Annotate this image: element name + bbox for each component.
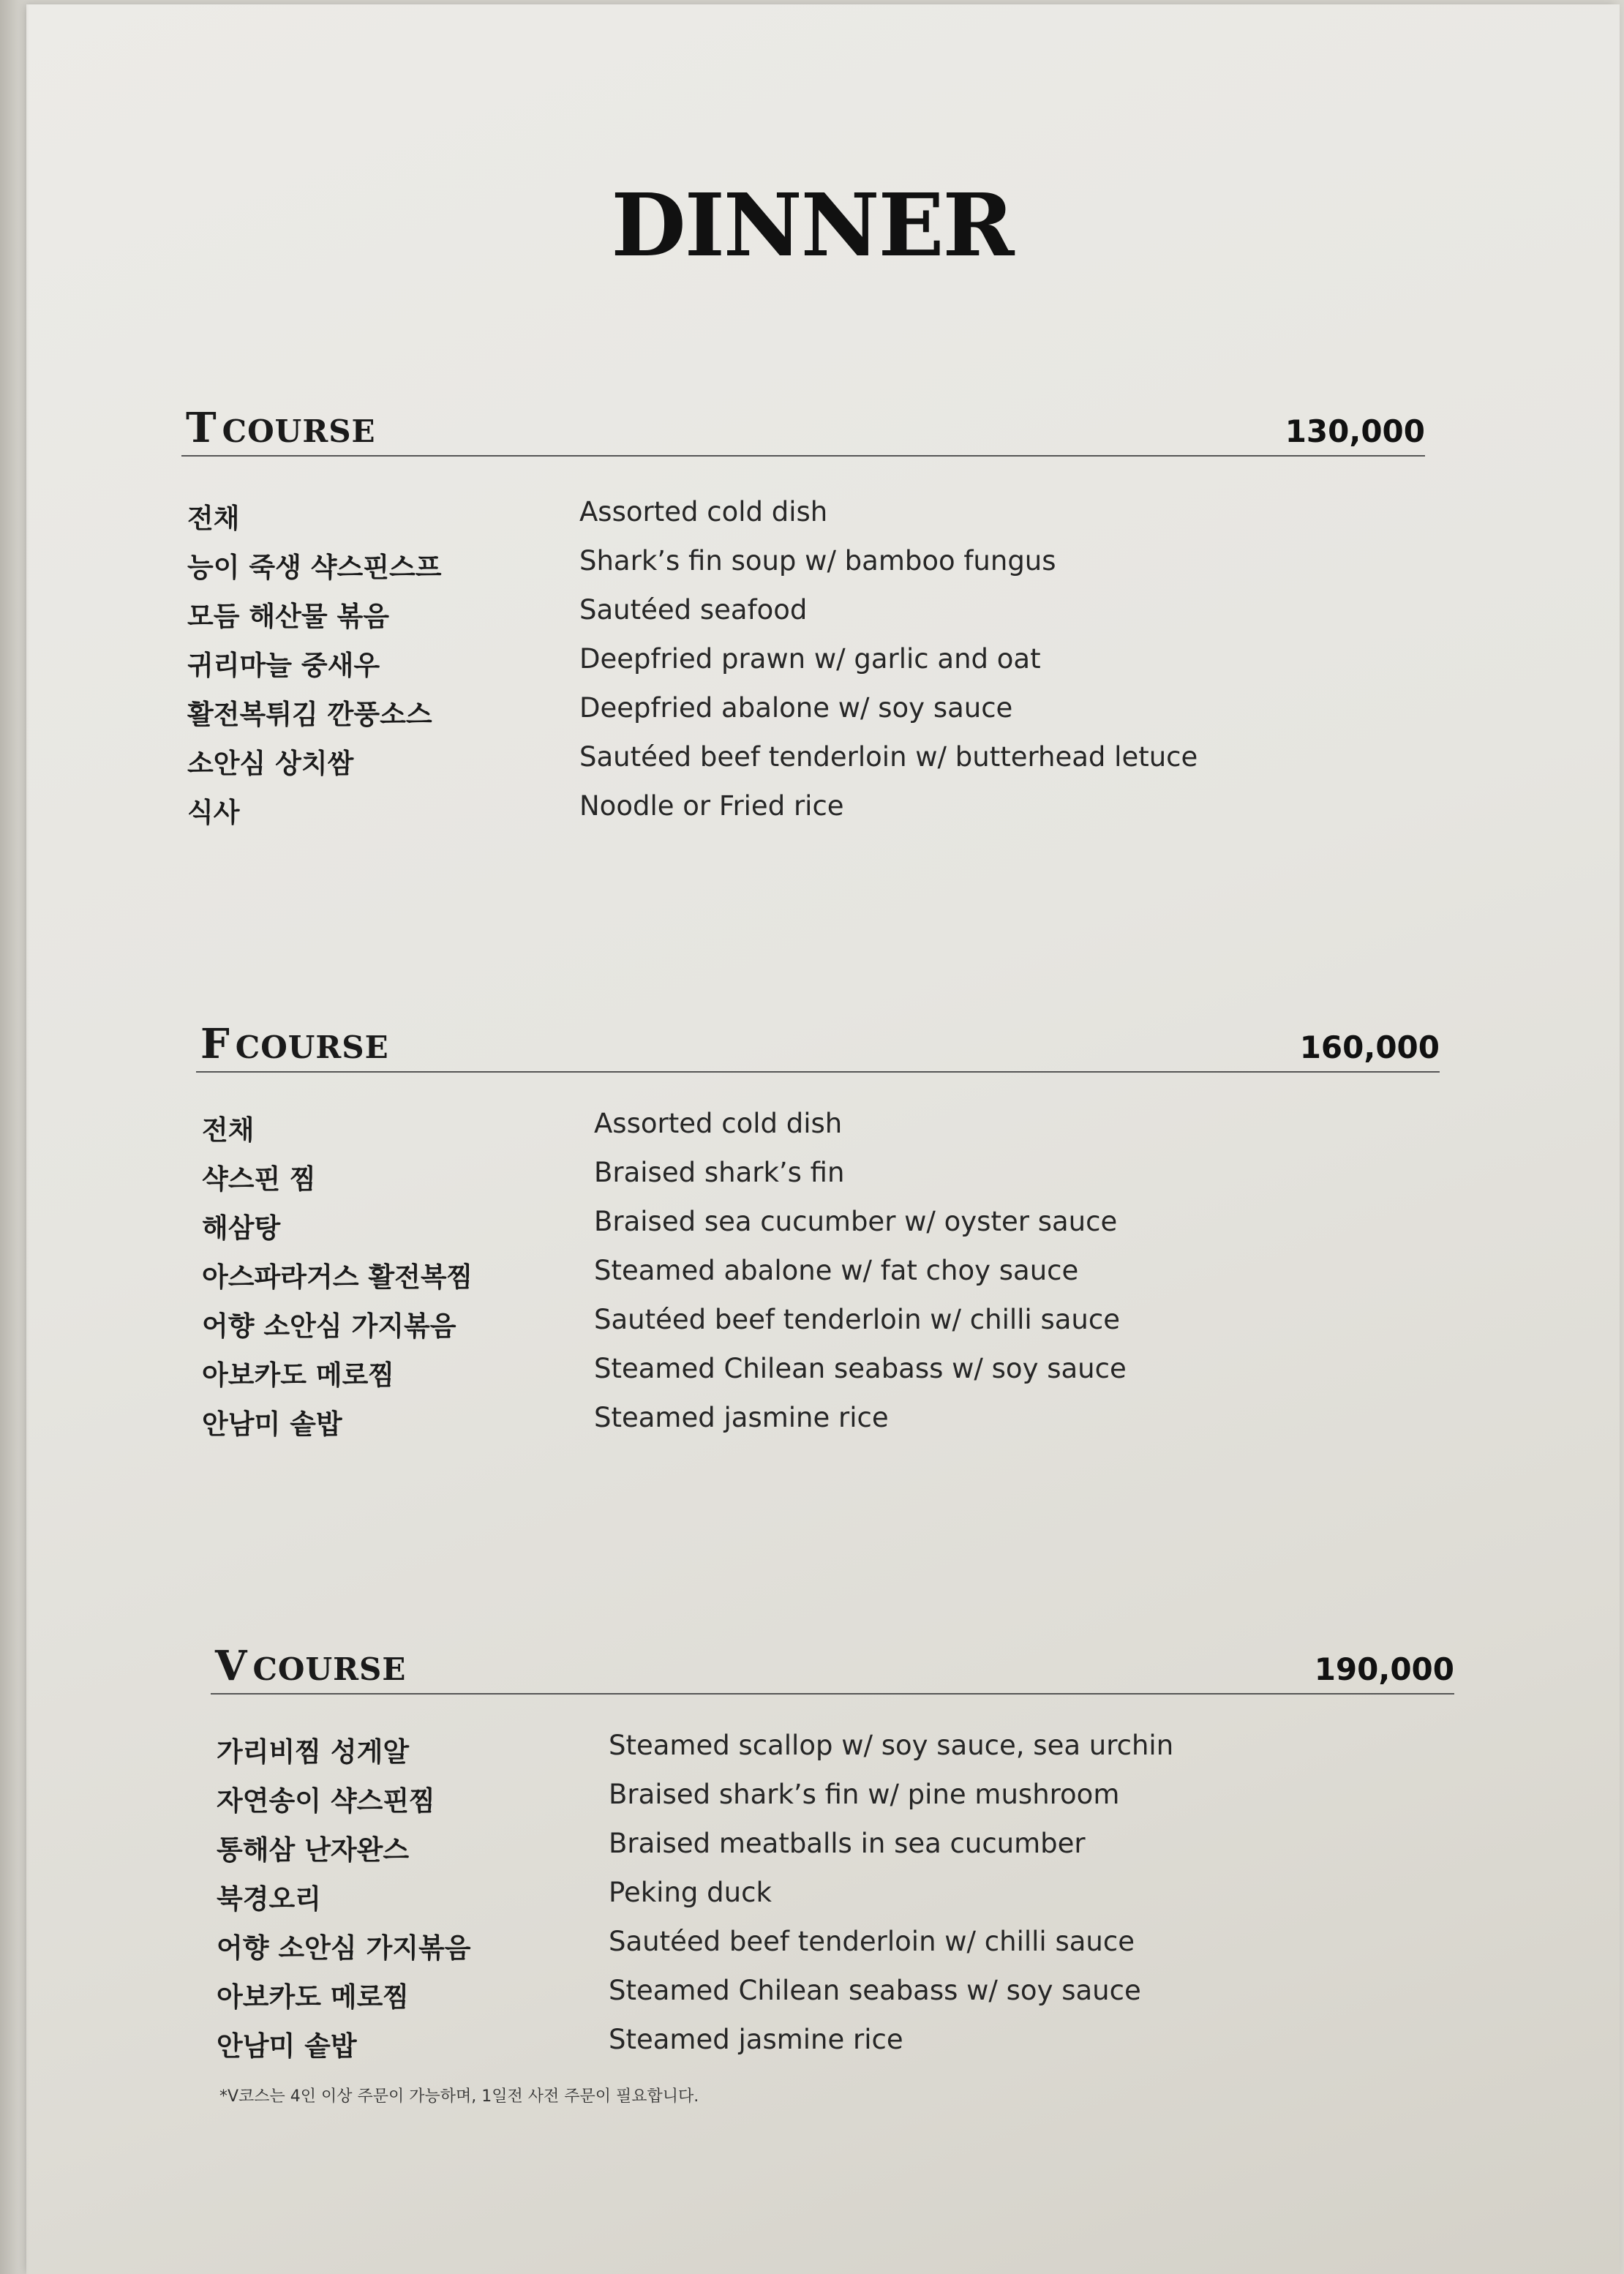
- menu-item: [196, 1294, 1440, 1343]
- item-korean-name: 능이 죽생 샥스핀스프: [187, 552, 442, 583]
- item-korean-name: 전채: [187, 503, 240, 534]
- item-english-name: Sautéed beef tenderloin w/ chilli sauce: [594, 1304, 1120, 1335]
- item-korean-name: 해삼탕: [202, 1212, 281, 1244]
- course-name: [186, 404, 376, 452]
- menu-item: [211, 1768, 1454, 1817]
- item-korean-name: 통해삼 난자완스: [217, 1834, 410, 1866]
- menu-item: [181, 682, 1425, 731]
- menu-item: [196, 1343, 1440, 1392]
- course-section-v: [211, 1627, 1454, 2063]
- item-english-name: Steamed abalone w/ fat choy sauce: [594, 1255, 1079, 1286]
- item-english-name: Steamed jasmine rice: [609, 2024, 903, 2055]
- item-english-name: Braised shark’s fin w/ pine mushroom: [609, 1779, 1120, 1810]
- item-english-name: Shark’s fin soup w/ bamboo fungus: [579, 545, 1056, 577]
- item-english-name: Steamed jasmine rice: [594, 1402, 889, 1433]
- item-korean-name: 귀리마늘 중새우: [187, 650, 380, 681]
- menu-item: [196, 1147, 1440, 1196]
- menu-title: DINNER: [611, 174, 1013, 276]
- item-english-name: Deepfried abalone w/ soy sauce: [579, 692, 1013, 724]
- course-name: [200, 1020, 389, 1068]
- course-header: [181, 389, 1425, 457]
- item-korean-name: 식사: [187, 797, 240, 828]
- course-price: 130,000: [1285, 413, 1425, 449]
- item-korean-name: 어향 소안심 가지볶음: [202, 1310, 456, 1342]
- menu-item: [211, 1817, 1454, 1866]
- page-edge-shadow: [0, 0, 29, 2274]
- course-price: 190,000: [1314, 1651, 1454, 1687]
- item-english-name: Peking duck: [609, 1877, 772, 1908]
- menu-item: [181, 584, 1425, 633]
- item-korean-name: 안남미 솥밥: [202, 1408, 342, 1440]
- item-english-name: Assorted cold dish: [579, 496, 828, 528]
- menu-item: [196, 1245, 1440, 1294]
- item-korean-name: 어향 소안심 가지볶음: [217, 1932, 471, 1964]
- menu-item: [181, 535, 1425, 584]
- item-english-name: Braised shark’s fin: [594, 1157, 845, 1188]
- item-korean-name: 자연송이 샥스핀찜: [217, 1785, 435, 1817]
- item-korean-name: 북경오리: [217, 1883, 321, 1915]
- menu-item: [196, 1392, 1440, 1441]
- menu-item: [211, 1866, 1454, 1915]
- footnote: *V코스는 4인 이상 주문이 가능하며, 1일전 사전 주문이 필요합니다.: [219, 2087, 699, 2106]
- item-english-name: Noodle or Fried rice: [579, 790, 844, 822]
- item-english-name: Sautéed beef tenderloin w/ butterhead letuce: [579, 741, 1198, 773]
- item-english-name: Sautéed beef tenderloin w/ chilli sauce: [609, 1926, 1135, 1957]
- course-price: 160,000: [1299, 1029, 1440, 1065]
- course-word: COURSE: [222, 413, 376, 449]
- course-word: COURSE: [235, 1029, 389, 1065]
- menu-item: [196, 1196, 1440, 1245]
- item-korean-name: 안남미 솥밥: [217, 2030, 357, 2062]
- menu-item: [181, 633, 1425, 682]
- menu-item: [211, 2014, 1454, 2063]
- item-english-name: Sautéed seafood: [579, 594, 808, 626]
- course-header: [211, 1627, 1454, 1695]
- item-english-name: Braised sea cucumber w/ oyster sauce: [594, 1206, 1118, 1237]
- item-korean-name: 모듬 해산물 볶음: [187, 601, 389, 632]
- item-english-name: Steamed scallop w/ soy sauce, sea urchin: [609, 1730, 1174, 1761]
- item-english-name: Steamed Chilean seabass w/ soy sauce: [594, 1353, 1127, 1384]
- item-korean-name: 아보카도 메로찜: [217, 1981, 410, 2013]
- item-english-name: Steamed Chilean seabass w/ soy sauce: [609, 1975, 1141, 2006]
- course-section-f: [196, 1005, 1440, 1441]
- item-english-name: Deepfried prawn w/ garlic and oat: [579, 643, 1041, 675]
- item-korean-name: 아스파라거스 활전복찜: [202, 1261, 473, 1293]
- item-korean-name: 활전복튀김 깐풍소스: [187, 699, 432, 730]
- course-header: [196, 1005, 1440, 1073]
- course-section-t: [181, 389, 1425, 829]
- item-korean-name: 샥스핀 찜: [202, 1163, 316, 1195]
- item-english-name: Assorted cold dish: [594, 1108, 843, 1139]
- item-korean-name: 전채: [202, 1114, 255, 1146]
- menu-item: [196, 1097, 1440, 1147]
- menu-item: [181, 486, 1425, 535]
- menu-item: [181, 731, 1425, 780]
- course-letter: F: [200, 1020, 230, 1068]
- item-korean-name: 아보카도 메로찜: [202, 1359, 395, 1391]
- course-name: [215, 1642, 406, 1690]
- course-item-list: [196, 1097, 1440, 1441]
- menu-item: [211, 1965, 1454, 2014]
- menu-item: [211, 1915, 1454, 1965]
- item-korean-name: 소안심 상치쌈: [187, 748, 354, 779]
- course-letter: V: [215, 1642, 247, 1690]
- menu-item: [181, 780, 1425, 829]
- course-letter: T: [186, 404, 217, 452]
- course-item-list: [181, 486, 1425, 829]
- item-english-name: Braised meatballs in sea cucumber: [609, 1828, 1086, 1859]
- course-item-list: [211, 1719, 1454, 2063]
- item-korean-name: 가리비찜 성게알: [217, 1736, 410, 1768]
- course-word: COURSE: [252, 1651, 407, 1687]
- menu-item: [211, 1719, 1454, 1768]
